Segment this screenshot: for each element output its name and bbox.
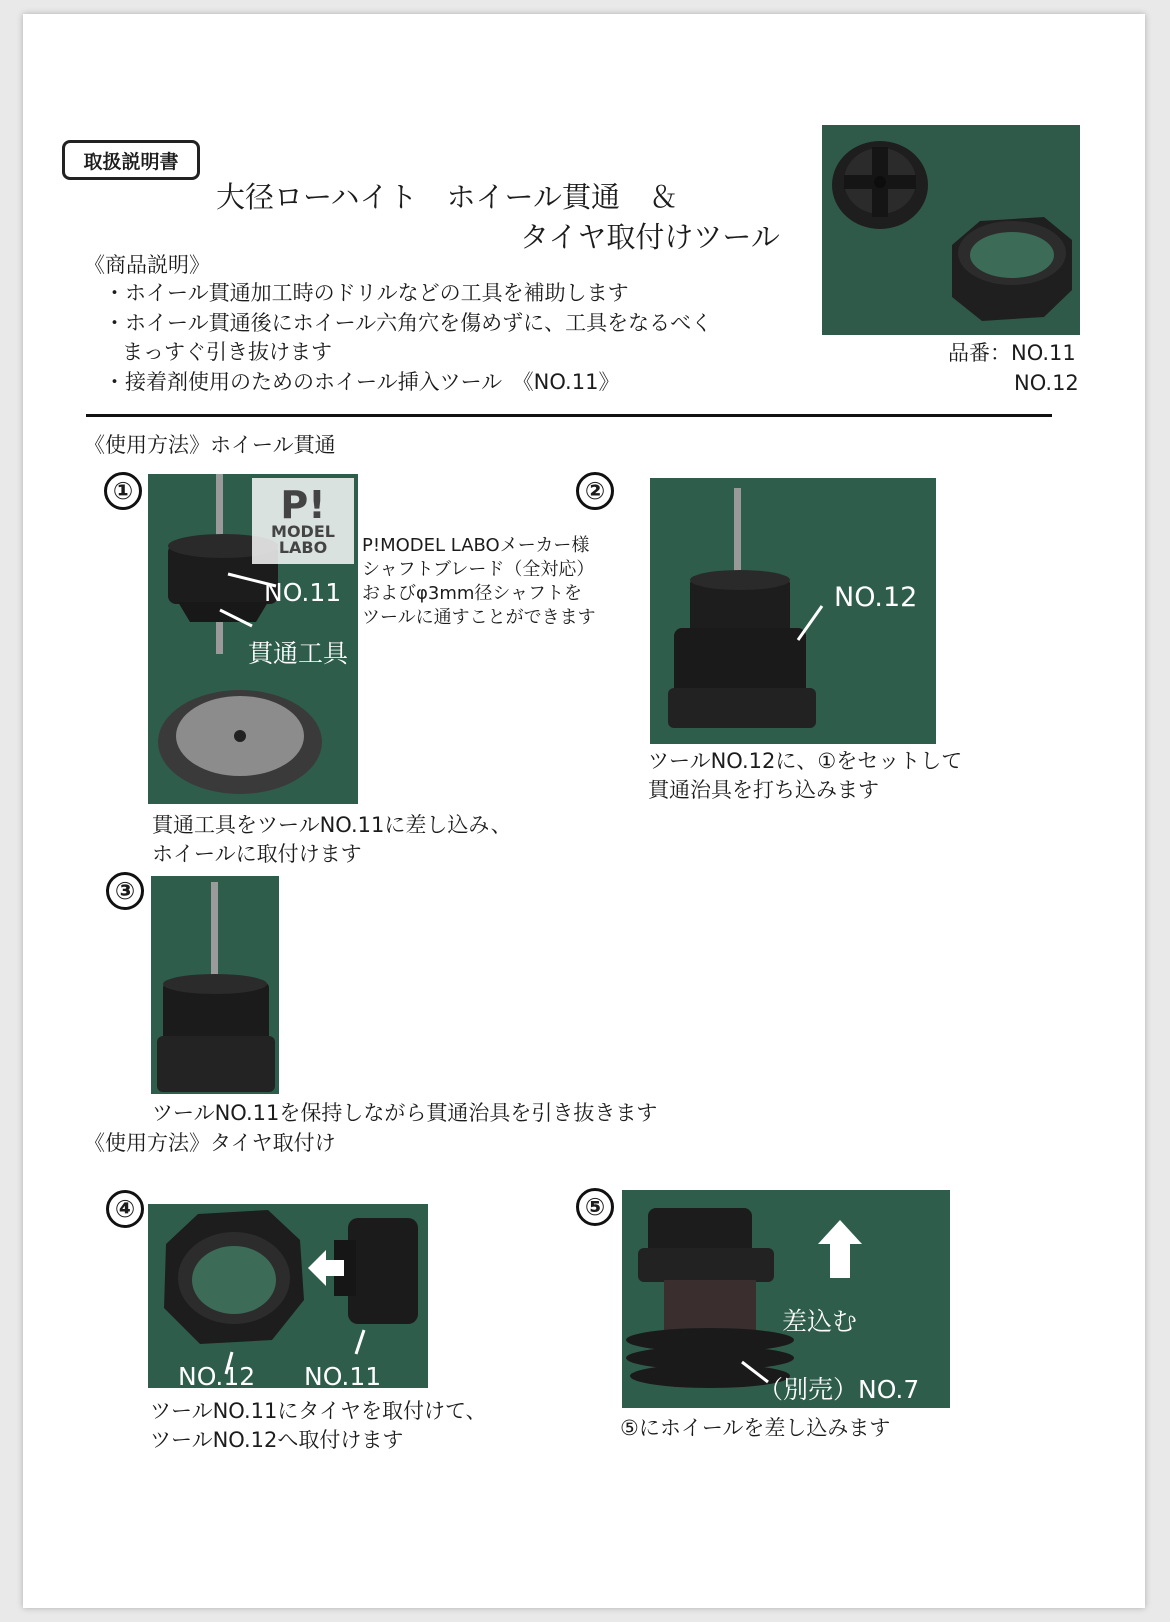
step-2-photo <box>650 478 936 744</box>
step-5-number: ⑤ <box>576 1188 614 1226</box>
description-bullet-3: ・接着剤使用のためのホイール挿入ツール 《NO.11》 <box>104 370 620 394</box>
step-2-label-no12: NO.12 <box>834 582 918 613</box>
product-number: 品番：NO.11 <box>948 341 1076 365</box>
logo-text-p: P! <box>280 483 326 527</box>
usage-piercing-heading: 《使用方法》ホイール貫通 <box>84 433 336 457</box>
step-1-number: ① <box>104 472 142 510</box>
title-line-1: 大径ローハイト ホイール貫通 ＆ <box>216 180 678 214</box>
section-divider <box>86 414 1052 417</box>
step-2-number: ② <box>576 472 614 510</box>
step-5-label-no7: （別売）NO.7 <box>758 1375 920 1404</box>
step-4-number: ④ <box>106 1190 144 1228</box>
step-2-caption-1: ツールNO.12に、①をセットして <box>648 749 963 773</box>
product-number-2: NO.12 <box>1014 371 1079 395</box>
step-1-photo <box>148 474 358 804</box>
step-1-label-no11: NO.11 <box>264 578 342 607</box>
step-5-label-insert: 差込む <box>782 1307 858 1336</box>
product-photo <box>822 125 1080 335</box>
step-1-note-2: シャフトブレード（全対応） <box>362 559 595 580</box>
step-3-number: ③ <box>106 872 144 910</box>
step-4-drawing <box>148 1204 428 1388</box>
tool-no11-shape <box>832 141 928 229</box>
title-line-2: タイヤ取付けツール <box>520 220 780 254</box>
step-1-caption-2: ホイールに取付けます <box>152 842 362 866</box>
description-bullet-2-cont: まっすぐ引き抜けます <box>122 340 332 364</box>
step-4-label-no11: NO.11 <box>304 1362 382 1388</box>
step-4-caption-2: ツールNO.12へ取付けます <box>150 1428 404 1452</box>
usage-tire-heading: 《使用方法》タイヤ取付け <box>84 1131 336 1155</box>
step-1-caption-1: 貫通工具をツールNO.11に差し込み、 <box>152 813 512 837</box>
description-bullet-2: ・ホイール貫通後にホイール六角穴を傷めずに、工具をなるべく <box>104 311 713 335</box>
step-1-note-3: およびφ3mm径シャフトを <box>362 583 583 604</box>
step-3-drawing <box>151 876 279 1094</box>
step-1-note-4: ツールに通すことができます <box>362 607 596 628</box>
description-bullet-1: ・ホイール貫通加工時のドリルなどの工具を補助します <box>104 281 629 305</box>
step-3-photo <box>151 876 279 1094</box>
step-1-note-1: P!MODEL LABOメーカー様 <box>362 535 590 556</box>
description-heading: 《商品説明》 <box>84 253 210 277</box>
product-photo-drawing <box>822 125 1080 335</box>
step-3-caption: ツールNO.11を保持しながら貫通治具を引き抜きます <box>152 1101 658 1125</box>
step-4-caption-1: ツールNO.11にタイヤを取付けて、 <box>150 1399 487 1423</box>
step-4-label-no12: NO.12 <box>178 1362 256 1388</box>
logo-text-model: MODEL <box>271 522 335 541</box>
manual-badge: 取扱説明書 <box>62 140 200 180</box>
step-5-photo <box>622 1190 950 1408</box>
step-1-label-pierce: 貫通工具 <box>248 639 349 668</box>
step-4-photo <box>148 1204 428 1388</box>
pmodel-labo-logo <box>252 478 354 564</box>
logo-text-labo: LABO <box>278 538 328 557</box>
step-2-caption-2: 貫通治具を打ち込みます <box>648 778 879 802</box>
step-5-caption: ⑤にホイールを差し込みます <box>620 1416 891 1440</box>
tool-no12-shape <box>952 217 1072 321</box>
